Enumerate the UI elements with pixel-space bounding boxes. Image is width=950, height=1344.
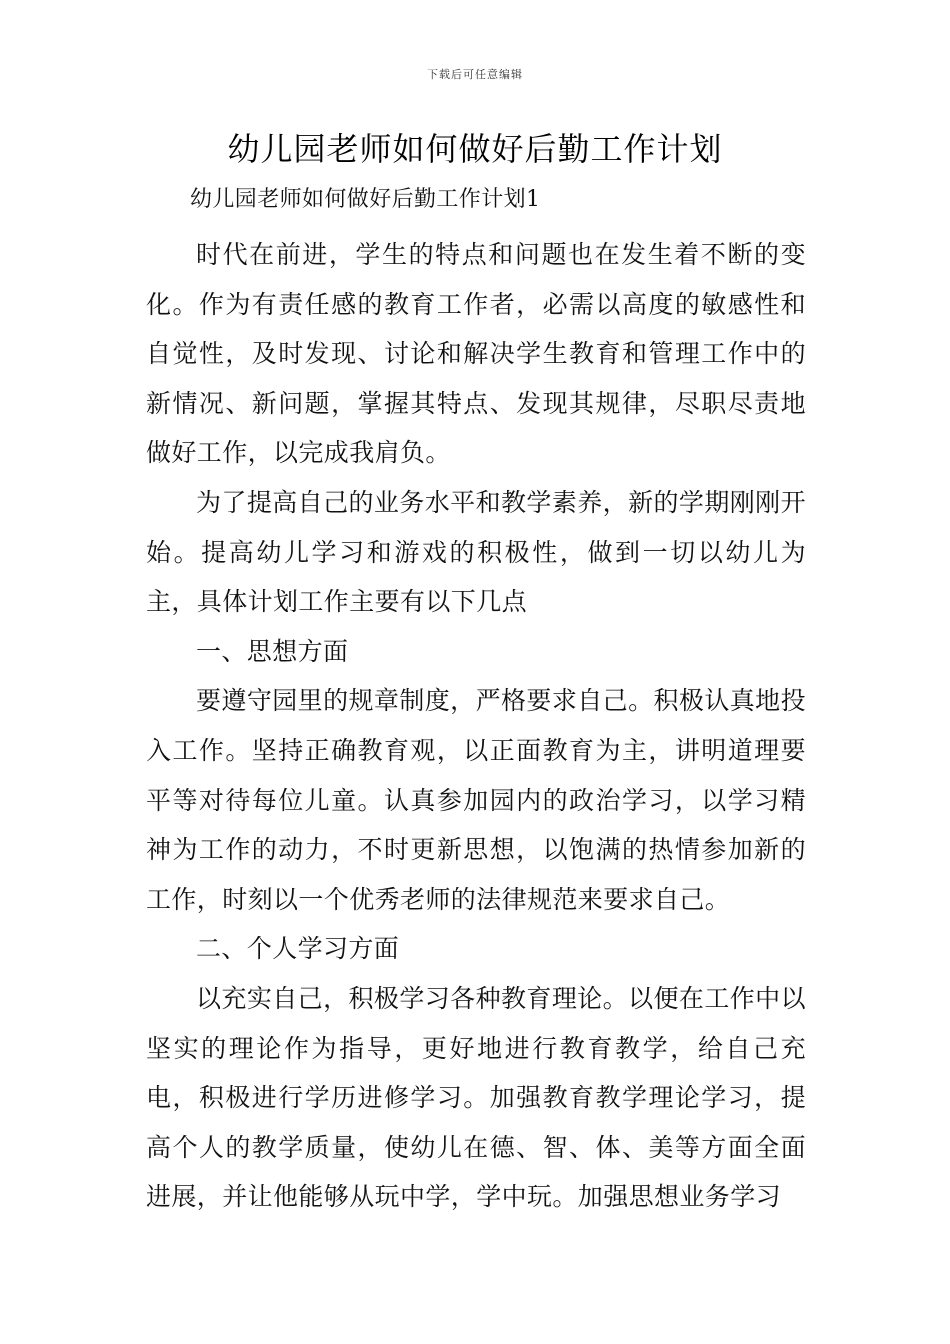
header-note: 下载后可任意编辑	[427, 68, 523, 81]
section-heading-study: 二、个人学习方面	[196, 934, 400, 964]
paragraph-4: 以充实自己，积极学习各种教育理论。以便在工作中以坚实的理论作为指导，更好地进行教育教学，给自己充电，积极进行学历进修学习。加强教育教学理论学习，提高个人的教学质量，使幼儿在德、智、体、美等方面全面进展，并让他能够从玩中学，学中玩。加强思想业务学习	[146, 983, 806, 1212]
document-body	[146, 178, 806, 1222]
paragraph-2: 为了提高自己的业务水平和教学素养，新的学期刚刚开始。提高幼儿学习和游戏的积极性，做到一切以幼儿为主，具体计划工作主要有以下几点	[146, 487, 806, 617]
paragraph-1: 时代在前进，学生的特点和问题也在发生着不断的变化。作为有责任感的教育工作者，必需以高度的敏感性和自觉性，及时发现、讨论和解决学生教育和管理工作中的新情况、新问题，掌握其特点、发现其规律，尽职尽责地做好工作，以完成我肩负。	[146, 240, 806, 468]
paragraph-3: 要遵守园里的规章制度，严格要求自己。积极认真地投入工作。坚持正确教育观，以正面教育为主，讲明道理要平等对待每位儿童。认真参加园内的政治学习，以学习精神为工作的动力，不时更新思想，以饱满的热情参加新的工作，时刻以一个优秀老师的法律规范来要求自己。	[146, 686, 806, 914]
document-title: 幼儿园老师如何做好后勤工作计划	[227, 130, 723, 168]
section-heading-thought: 一、思想方面	[196, 636, 349, 666]
section-subtitle: 幼儿园老师如何做好后勤工作计划1	[190, 187, 541, 212]
